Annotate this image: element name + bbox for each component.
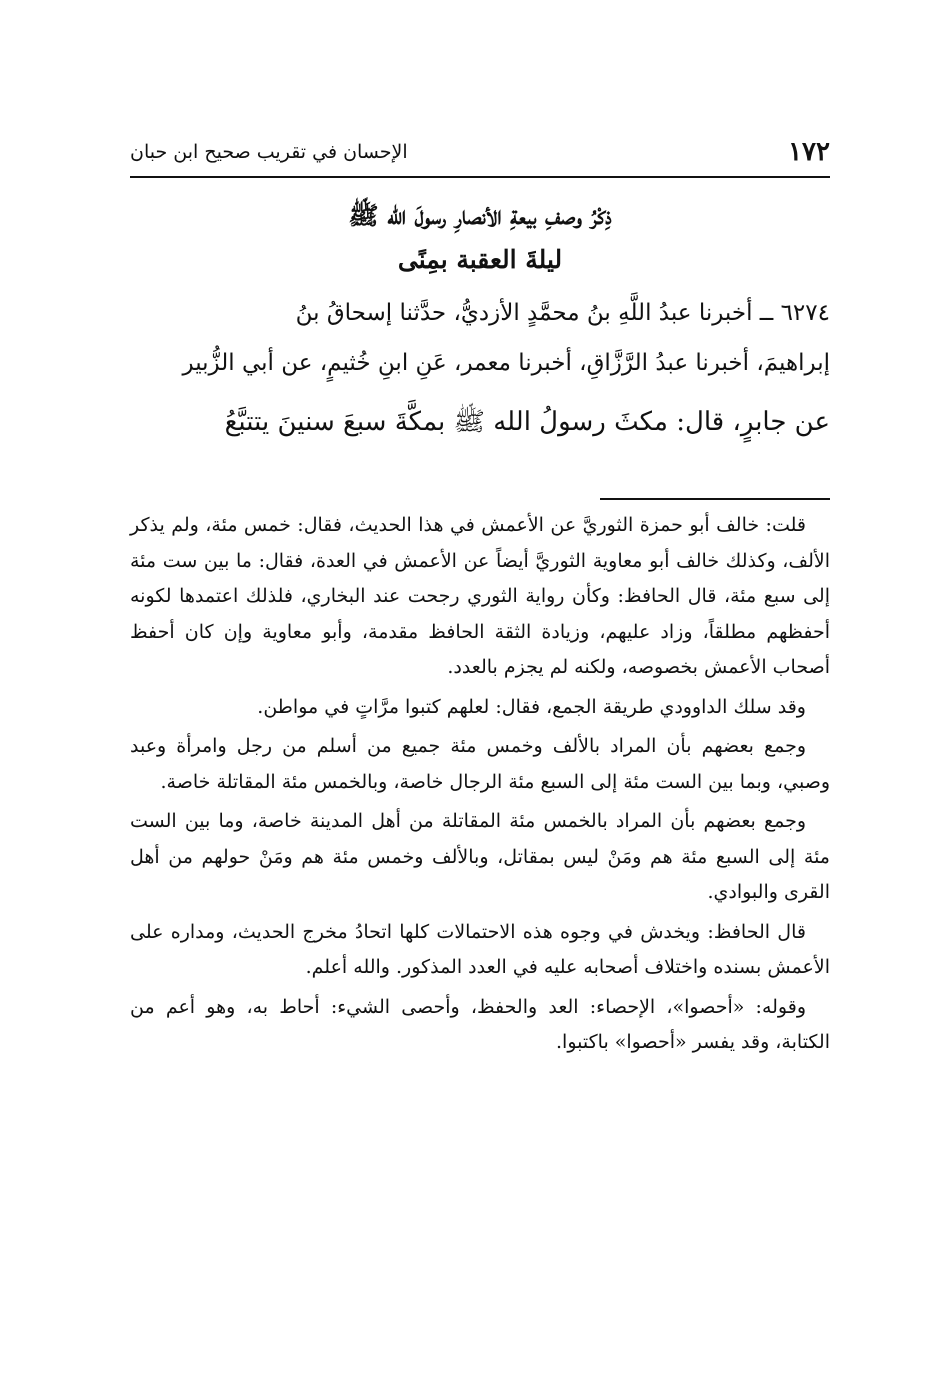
hadith-line-1: ٦٢٧٤ ــ أخبرنا عبدُ اللَّهِ بنُ محمَّدٍ الأزديُّ، حدَّثنا إسحاقُ بنُ bbox=[295, 300, 830, 326]
footnote-paragraph-1: قلت: خالف أبو حمزة الثوريَّ عن الأعمش في هذا الحديث، فقال: خمس مئة، ولم يذكر الألف، وكذلك خالف أبو معاوية الثوريَّ أيضاً عن الأعمش في العدة، فقال: ما بين ست مئة إلى سبع مئة، قال الحافظ: وكأن رواية الثوري رجحت عند البخاري، فلذلك اعتمدها لكونه أحفظهم مطلقاً، وزاد عليهم، وزيادة الثقة الحافظ مقدمة، وأبو معاوية وإن كان أحفظ أصحاب الأعمش بخصوصه، ولكنه لم يجزم بالعدد. bbox=[130, 514, 830, 678]
hadith-line-3: عن جابرٍ، قال: مكثَ رسولُ الله ﷺ بمكَّةَ سبعَ سنينَ يتتبَّعُ bbox=[224, 407, 830, 437]
page-number: ١٧٢ bbox=[788, 137, 830, 167]
footnote-paragraph-2: وقد سلك الداوودي طريقة الجمع، فقال: لعلهم كتبوا مرَّاتٍ في مواطن. bbox=[257, 695, 806, 718]
hadith-line-2: إبراهيمَ، أخبرنا عبدُ الرَّزَّاقِ، أخبرنا معمر، عَنِ ابنِ خُثيمٍ، عن أبي الزُّبير bbox=[182, 350, 830, 376]
book-page bbox=[130, 120, 830, 1300]
heading-line-2: ليلةَ العقبة بمِنًى bbox=[397, 245, 563, 274]
chapter-heading bbox=[130, 194, 830, 282]
heading-line-1: ذِكْرُ وصفِ بيعةِ الأنصارِ رسولَ الله ﷺ bbox=[348, 201, 612, 230]
footnotes bbox=[130, 508, 830, 1065]
footnote-paragraph-3: وجمع بعضهم بأن المراد بالألف وخمس مئة جميع من أسلم من رجل وامرأة وعبد وصبي، وبما بين الست مئة إلى السبع مئة الرجال خاصة، وبالخمس مئة المقاتلة خاصة. bbox=[130, 735, 830, 793]
header-divider bbox=[130, 176, 830, 178]
hadith-text bbox=[130, 288, 830, 456]
running-title: الإحسان في تقريب صحيح ابن حبان bbox=[130, 141, 408, 163]
footnote-paragraph-4: وجمع بعضهم بأن المراد بالخمس مئة المقاتلة من أهل المدينة خاصة، وما بين الست مئة إلى السبع مئة هم ومَنْ ليس بمقاتل، وبالألف وخمس مئة هم ومَنْ حولهم من أهل القرى والبوادي. bbox=[130, 810, 830, 903]
page-header bbox=[130, 132, 830, 172]
footnote-paragraph-6: وقوله: «أحصوا»، الإحصاء: العد والحفظ، وأحصى الشيء: أحاط به، وهو أعم من الكتابة، وقد يفسر «أحصوا» باكتبوا. bbox=[130, 995, 830, 1053]
footnote-paragraph-5: قال الحافظ: ويخدش في وجوه هذه الاحتمالات كلها اتحادُ مخرج الحديث، ومداره على الأعمش بسنده واختلاف أصحابه عليه في العدد المذكور. والله أعلم. bbox=[130, 920, 830, 978]
footnote-divider bbox=[600, 498, 830, 500]
